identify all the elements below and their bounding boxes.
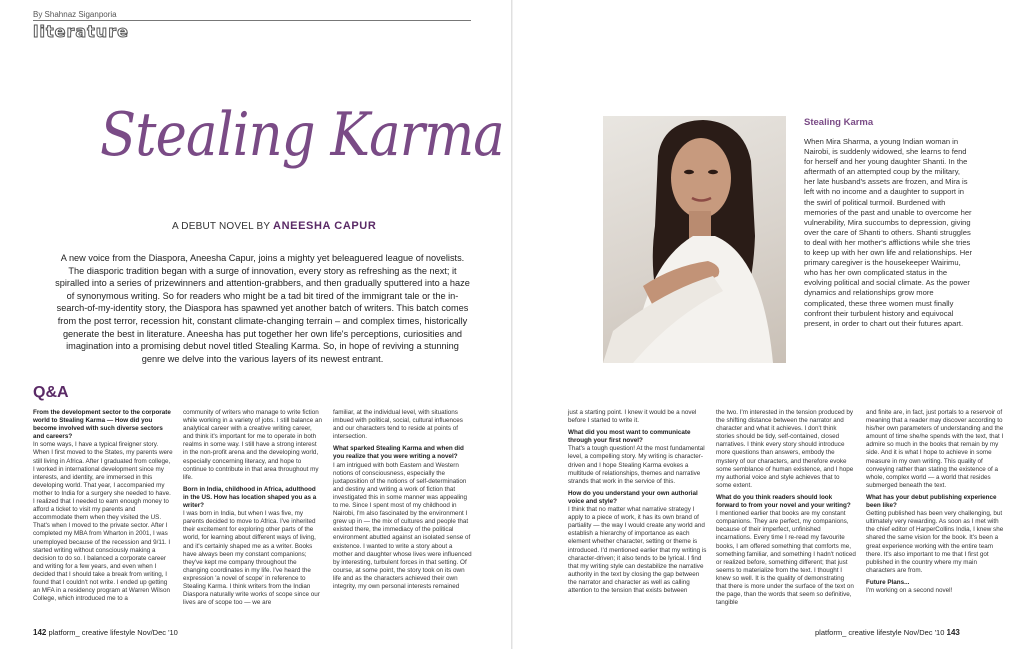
qa-heading: Q&A bbox=[33, 384, 69, 401]
answer: just a starting point. I knew it would be a novel before I started to write it. bbox=[568, 409, 697, 425]
answer: familiar, at the individual level, with situations imbued with political, social, cultural influences and our characters tend to reside at points of intersection. bbox=[333, 409, 463, 441]
question: What do you think readers should look forward to from your novel and your writing? bbox=[716, 493, 851, 510]
question: What sparked Stealing Karma and when did you realize that you were writing a novel? bbox=[333, 445, 464, 461]
question: Future Plans... bbox=[866, 578, 910, 586]
answer: Getting published has been very challenging, but ultimately very rewarding. As soon as I met with the chief editor of HarperCollins India, I knew she shared the same vision for the book. It's been a great experience working with the entire team there. It's also important to me that I first got published in the country where my main characters are from. bbox=[866, 510, 1004, 574]
sidebar-title: Stealing Karma bbox=[804, 117, 874, 128]
byline: By Shahnaz Siganporia bbox=[33, 10, 117, 19]
question: What did you most want to communicate through your first novel? bbox=[568, 429, 691, 445]
intro-paragraph: A new voice from the Diaspora, Aneesha Capur, joins a mighty yet beleaguered league of novelists. The diasporic tradition began with a surge of innovation, every story as refreshing as the next; it spiralled into a series of prizewinners and attention-grabbers, and then gradually sputtered into a haze of synonymous writing. So for readers who might be a tad bit tired of the immigrant tale or the in-search-of-my-identity story, the Diaspora has spawned yet another batch of writers. This batch comes from the post terror, recession hit, constant climate-changing terrain – and complex times, historically generate the best in literature. Aneesha has put together her own life's perceptions, curiosities and imagination into a promising debut novel titled Stealing Karma. So, in hope of reviving a stunning genre we delve into the various layers of its newest entrant. bbox=[55, 253, 470, 364]
footer-left-text: platform_ creative lifestyle Nov/Dec '10 bbox=[48, 628, 178, 637]
answer: In some ways, I have a typical fireigner story. When I first moved to the States, my parents were still living in Africa. After I graduated from college, I worked in international development since my interests, and identity, are immersed in this developing world. That year, I accompanied my mother to India for a surgery she needed to have. I realized that I needed to earn enough money to afford a ticket to visit my parents and accommodate them when they visited the US. That's when I moved to the private sector. After I completed my MBA from Wharton in 2001, I was unemployed because of the recession and 9/11. I started writing without consciously making a decision to do so. I balanced a corporate career and writing for a few years, and even when I decided that I should take a break from writing, I found that I couldn't not write. I ended up getting an MFA in a residency program at Warren Wilson College, which introduced me to a bbox=[33, 441, 173, 603]
question: How do you understand your own authorial voice and style? bbox=[568, 489, 698, 505]
page-number-right: 143 bbox=[946, 628, 960, 637]
answer: I mentioned earlier that books are my constant companions. They are perfect, my companions, because of their imperfect, unfinished incarnations. Every time I re-read my favourite books, I am offered something that comforts me, something familiar, and something I hadn't noticed or realized before, something different; that just seems to materialize from the text. I thought I knew so well. It is the quality of demonstrating that there is more under the surface of the text on the page, than the words that seem so definitive, tangible bbox=[716, 510, 856, 607]
article-title: Stealing Karma bbox=[100, 100, 504, 170]
qa-column-2 bbox=[183, 409, 323, 607]
answer: I'm working on a second novel! bbox=[866, 586, 953, 594]
qa-column-1 bbox=[33, 409, 173, 603]
footer-left bbox=[33, 628, 178, 637]
answer: community of writers who manage to write fiction while working in a variety of jobs. I still balance an analytical career with a creative writing career, and think it's important for me to operate in both realms in some way. I still have a strong interest in the non-profit arena and the developing world, especially concerning literacy, and hope to continue to contribute in that area throughout my life. bbox=[183, 409, 322, 481]
article-subtitle bbox=[172, 220, 376, 232]
footer-right-text: platform_ creative lifestyle Nov/Dec '10 bbox=[815, 628, 945, 637]
author-photo bbox=[603, 116, 786, 363]
top-rule bbox=[33, 20, 471, 21]
answer: I am intrigued with both Eastern and Western notions of consciousness, especially the juxtaposition of the notions of self-determination and destiny and writing a work of fiction that investigated this in some manner was appealing to me. Since I spent most of my childhood in Nairobi, I'm also fascinated by the environment I grew up in — the mix of cultures and people that existed there, the immediacy of the political environment abutted against an isolated sense of existence. I wanted to write a story about a mother and daughter whose lives were influenced by interesting, turbulent forces in that setting. Of course, at some point, the story took on its own life and as the characters achieved their own integrity, my own personal interests remained bbox=[333, 461, 472, 590]
qa-column-6 bbox=[866, 409, 1006, 594]
page-fold bbox=[511, 0, 513, 649]
qa-column-3 bbox=[333, 409, 473, 589]
answer: the two. I'm interested in the tension produced by the shifting distance between the narrator and character and what it achieves. I don't think stories should be tidy, self-contained, closed narratives. I think every story should introduce more questions than answers, embody the mystery of our characters, and therefore evoke some semblance of human existence, and I hope my authorial voice and style achieves that to some extent. bbox=[716, 409, 854, 489]
page-number-left: 142 bbox=[33, 628, 47, 637]
section-label: literature bbox=[33, 22, 129, 41]
answer: I think that no matter what narrative strategy I apply to a piece of work, it has its own brand of partiality — the way I would create any world and establish a hierarchy of importance as each element whether character, setting or theme is introduced. I'd mentioned earlier that my writing is character-driven; it also tends to be lyrical. I find that my writing style can destabilize the narrative authority in the text by closing the gap between the narrator and character as well as calling attention to the tension that exists between bbox=[568, 506, 707, 594]
answer: I was born in India, but when I was five, my parents decided to move to Africa. I've inherited their excitement for exploring other parts of the world, for learning about different ways of living, and it's certainly shaped me as a writer. Books have always been my constant companions; they've kept me company throughout the changing coordinates in my life. I've heard the expression 'a novel of scope' in reference to Stealing Karma. I think writers from the Indian Diaspora naturally write works of scope since our lives are of scope too — we are bbox=[183, 510, 320, 607]
footer-right bbox=[815, 628, 960, 637]
qa-column-5 bbox=[716, 409, 856, 607]
question: From the development sector to the corporate world to Stealing Karma — How did you become involved with such diverse sectors and careers? bbox=[33, 409, 171, 441]
author-name: ANEESHA CAPUR bbox=[273, 220, 377, 232]
answer: and finite are, in fact, just portals to a reservoir of meaning that a reader may discover according to his/her own parameters of understanding and the amount of time she/he spends with the text, that I admire so much in the books that remain by my side. And it is what I hope to achieve in some measure in my own writing. This quality of conveying rather than stating the existence of a whole, complex world — a world that resides submerged beneath the text. bbox=[866, 409, 1004, 489]
sidebar-synopsis: When Mira Sharma, a young Indian woman in Nairobi, is suddenly widowed, she learns to fend for herself and her young daughter Shanti. In the aftermath of an attempted coup by the military, her late husband's assets are frozen, and Mira is left with no income and a daughter to support in the swirl of political turmoil. Burdened with memories of the past and unable to overcome her vulnerability, Mira succumbs to depression, giving over the care of Shanti to others. Shanti struggles to deal with her mother's afflictions while she tries to keep up with her own life and relationships. Her primary caregiver is the housekeeper Wairimu, who has her own complicated status in the evolving political and social climate. As the power dynamics and relationships grow more complicated, these three women must finally confront their turbulent history and equivocal present, in order to chart out their futures apart. bbox=[804, 137, 973, 328]
question: Born in India, childhood in Africa, adulthood in the US. How has location shaped you as a writer? bbox=[183, 485, 317, 510]
author-portrait-illustration bbox=[603, 116, 786, 363]
question: What has your debut publishing experience been like? bbox=[866, 493, 997, 510]
qa-column-4 bbox=[568, 409, 708, 594]
subtitle-prefix: A DEBUT NOVEL BY bbox=[172, 221, 271, 232]
answer: That's a tough question! At the most fundamental level, a compelling story. My writing is character-driven and I hope Stealing Karma evokes a multitude of relationships, themes and narrative strands that work in the service of this. bbox=[568, 445, 705, 485]
